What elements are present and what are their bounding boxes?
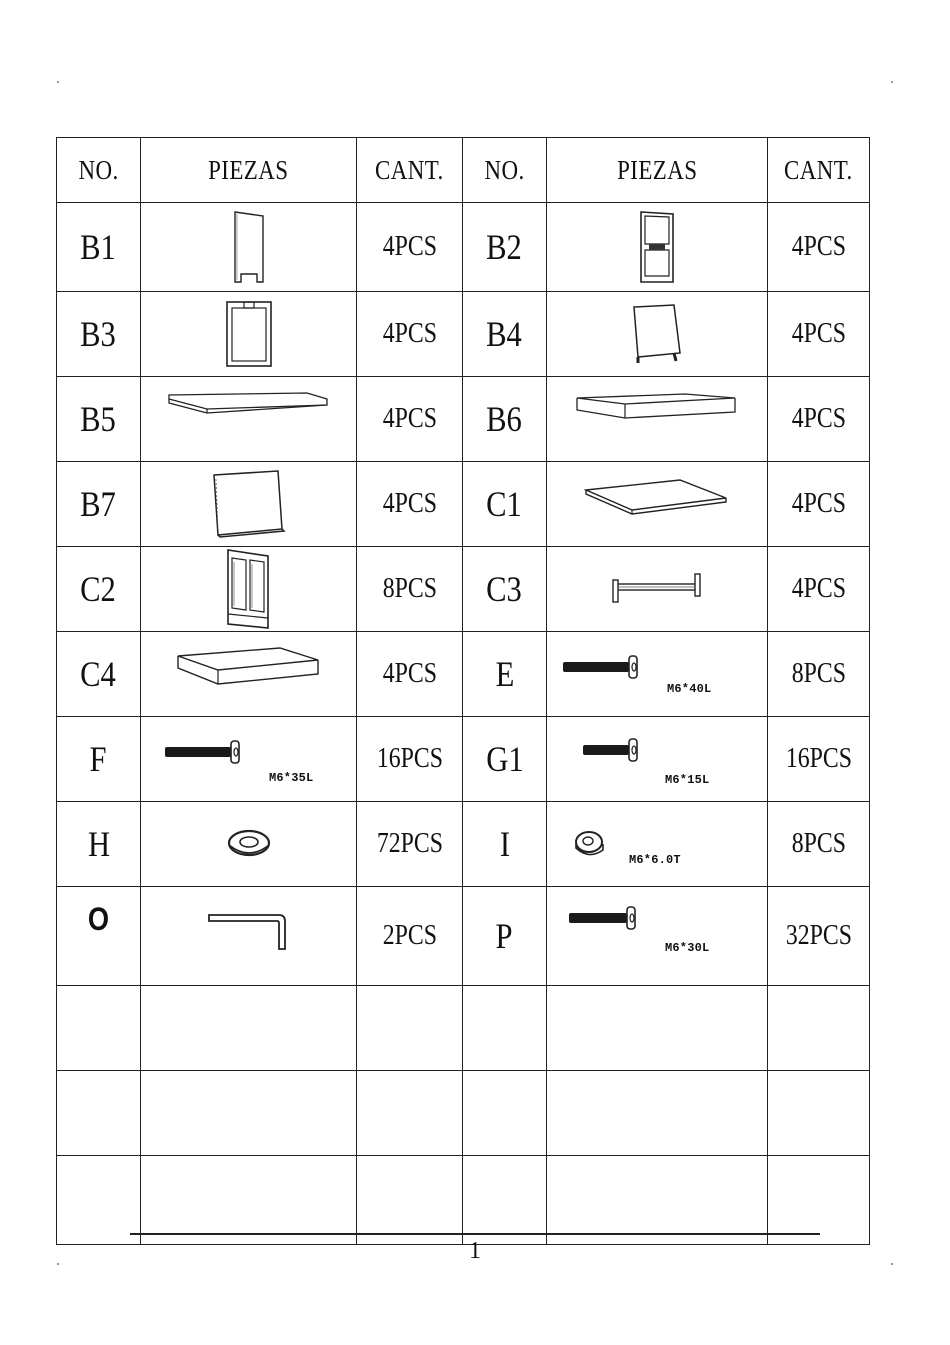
part-quantity: 4PCS: [357, 292, 463, 377]
part-number: C4: [57, 632, 141, 717]
part-quantity: 2PCS: [357, 887, 463, 986]
part-spec: M6*15L: [665, 773, 710, 787]
part-number: O: [57, 887, 141, 986]
nut-icon: [573, 828, 609, 862]
part-quantity: 32PCS: [768, 887, 870, 986]
part-quantity: 8PCS: [357, 547, 463, 632]
table-row: [57, 377, 870, 462]
header-piezas: PIEZAS: [547, 138, 768, 203]
part-quantity: 4PCS: [768, 377, 870, 462]
door-panel-icon: [210, 469, 288, 539]
part-spec: M6*40L: [667, 682, 712, 696]
part-image: [547, 717, 768, 802]
part-spec: M6*6.0T: [629, 853, 681, 867]
part-number: C2: [57, 547, 141, 632]
back-frame-icon: [223, 299, 275, 369]
part-number: B6: [463, 377, 547, 462]
allen-key-icon: [207, 911, 291, 951]
part-quantity: 8PCS: [768, 802, 870, 887]
part-quantity: 4PCS: [768, 462, 870, 547]
part-quantity: 8PCS: [768, 632, 870, 717]
header-cant: CANT.: [768, 138, 870, 203]
part-image: [141, 547, 357, 632]
part-image: [141, 377, 357, 462]
part-quantity: 4PCS: [357, 203, 463, 292]
part-number: I: [463, 802, 547, 887]
glass-frame-icon: [224, 548, 274, 630]
side-panel-icon: [229, 210, 269, 284]
part-quantity: 72PCS: [357, 802, 463, 887]
part-number: P: [463, 887, 547, 986]
part-number: C3: [463, 547, 547, 632]
part-number: E: [463, 632, 547, 717]
header-no: NO.: [57, 138, 141, 203]
part-image: [141, 462, 357, 547]
part-number: G1: [463, 717, 547, 802]
thin-shelf-icon: [167, 391, 331, 415]
flat-board-icon: [584, 478, 730, 518]
part-number: F: [57, 717, 141, 802]
empty-row: [57, 1156, 870, 1245]
part-image: [141, 292, 357, 377]
part-image: [547, 377, 768, 462]
part-image: [547, 462, 768, 547]
parts-table: [56, 137, 870, 1245]
part-image: [547, 203, 768, 292]
part-quantity: 4PCS: [357, 462, 463, 547]
header-piezas: PIEZAS: [141, 138, 357, 203]
part-number: C1: [463, 462, 547, 547]
table-row: [57, 717, 870, 802]
part-image: [547, 802, 768, 887]
part-quantity: 16PCS: [768, 717, 870, 802]
table-header-row: [57, 138, 870, 203]
part-spec: M6*35L: [269, 771, 314, 785]
part-number: H: [57, 802, 141, 887]
part-image: [547, 547, 768, 632]
part-spec: M6*30L: [665, 941, 710, 955]
part-image: [547, 632, 768, 717]
page-number: 1: [469, 1238, 481, 1264]
part-quantity: 4PCS: [357, 632, 463, 717]
part-image: [547, 292, 768, 377]
bolt-icon: [567, 905, 643, 931]
table-row: [57, 802, 870, 887]
table-row: [57, 887, 870, 986]
corner-mark: [57, 81, 59, 83]
table-row: [57, 632, 870, 717]
empty-row: [57, 1071, 870, 1156]
washer-icon: [226, 827, 272, 861]
part-image: [141, 717, 357, 802]
part-quantity: 16PCS: [357, 717, 463, 802]
part-image: [141, 203, 357, 292]
part-image: [141, 887, 357, 986]
bolt-icon: [561, 654, 645, 680]
part-quantity: 4PCS: [768, 203, 870, 292]
header-no: NO.: [463, 138, 547, 203]
rail-bar-icon: [609, 572, 705, 606]
bolt-icon: [163, 739, 247, 765]
table-row: [57, 547, 870, 632]
header-cant: CANT.: [357, 138, 463, 203]
table-row: [57, 203, 870, 292]
part-quantity: 4PCS: [768, 547, 870, 632]
thick-shelf-icon: [575, 392, 739, 424]
part-number: B2: [463, 203, 547, 292]
part-image: [141, 802, 357, 887]
table-row: [57, 462, 870, 547]
part-number: B4: [463, 292, 547, 377]
part-number: B7: [57, 462, 141, 547]
part-number: B1: [57, 203, 141, 292]
short-bolt-icon: [581, 737, 645, 763]
footer-divider: [130, 1233, 820, 1235]
part-image: [141, 632, 357, 717]
corner-mark: [891, 81, 893, 83]
part-number: B5: [57, 377, 141, 462]
empty-row: [57, 986, 870, 1071]
part-image: [547, 887, 768, 986]
frame-panel-icon: [635, 210, 679, 284]
part-quantity: 4PCS: [768, 292, 870, 377]
table-row: [57, 292, 870, 377]
part-quantity: 4PCS: [357, 377, 463, 462]
box-board-icon: [176, 646, 322, 688]
part-number: B3: [57, 292, 141, 377]
tilted-panel-icon: [628, 303, 686, 365]
